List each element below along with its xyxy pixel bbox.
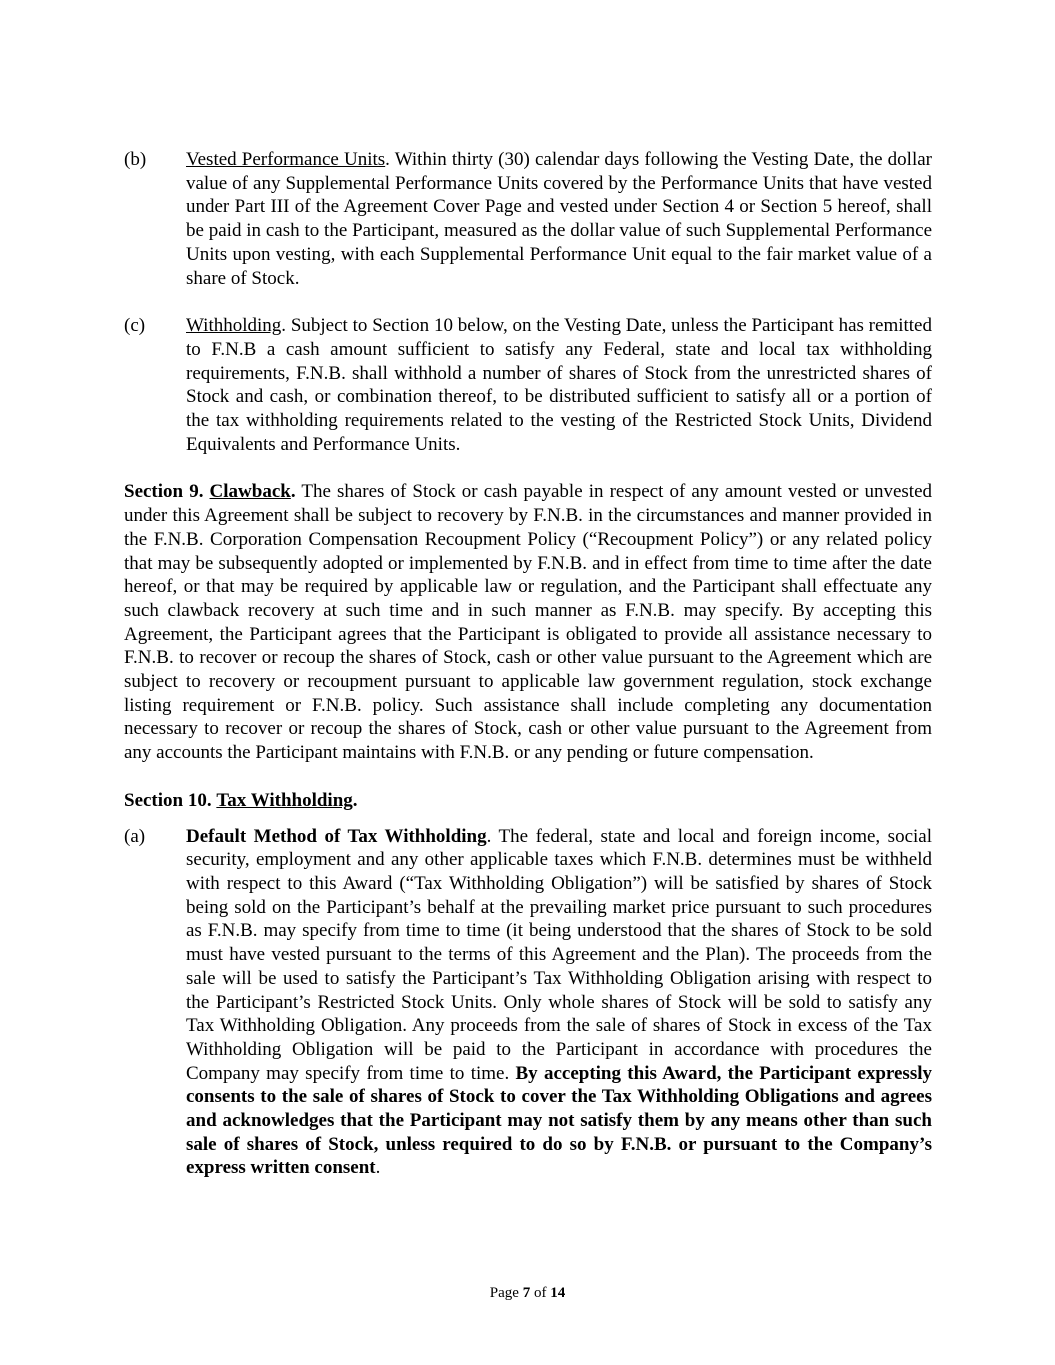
page-footer xyxy=(0,1284,1055,1302)
subsection-heading: Default Method of Tax Withholding xyxy=(186,825,487,847)
section-title-punct: . xyxy=(352,789,358,811)
subsection-heading: Vested Performance Units xyxy=(186,149,386,170)
section-9-clawback xyxy=(124,480,932,764)
subsection-c xyxy=(124,314,932,456)
page-content xyxy=(124,148,932,1180)
consent-statement: By accepting this Award, the Participant expressly consents to the sale of shares of Stock to cover the Tax Withholding Obligations and agrees and acknowledges that the Participant may not satisfy them by any means other than such sale of shares of Stock, unless required to do so by F.N.B. or pursuant to the Company’s express written consent xyxy=(186,1062,932,1179)
section-number: Section 10. xyxy=(124,789,212,811)
section-number: Section 9. xyxy=(124,481,204,503)
subsection-body xyxy=(186,148,932,290)
current-page-number: 7 xyxy=(522,1285,531,1301)
subsection-label: (c) xyxy=(124,315,146,337)
subsection-text: . Within thirty (30) calendar days following the Vesting Date, the dollar value of any Supplemental Performance Units covered by the Performance Units that have vested under Part III of the Agreement Cover Page and vested under Section 4 or Section 5 hereof, shall be paid in cash to the Participant, measured as the dollar value of such Supplemental Performance Units upon vesting, with each Supplemental Performance Unit equal to the fair market value of a share of Stock. xyxy=(186,149,932,289)
section-title: Tax Withholding xyxy=(216,789,353,811)
section-title-punct: . xyxy=(290,481,296,503)
subsection-body xyxy=(186,314,932,456)
page-of-label: of xyxy=(530,1285,551,1301)
section-10-heading xyxy=(124,789,932,813)
end-punct: . xyxy=(375,1157,381,1179)
subsection-text: . Subject to Section 10 below, on the Vesting Date, unless the Participant has remitted to F.N.B a cash amount sufficient to satisfy any Federal, state and local tax withholding requirements, F.N.B. shall withhold a number of shares of Stock from the unrestricted shares of Stock and cash, or combination thereof, to be distributed sufficient to satisfy all or a portion of the tax withholding requirements related to the vesting of the Restricted Stock Units, Dividend Equivalents and Performance Units. xyxy=(186,315,932,455)
subsection-a xyxy=(124,825,932,1181)
subsection-label: (a) xyxy=(124,825,146,847)
subsection-body xyxy=(186,825,932,1181)
subsection-heading: Withholding xyxy=(186,315,282,337)
section-text: The shares of Stock or cash payable in respect of any amount vested or unvested under this Agreement shall be subject to recovery by F.N.B. in the circumstances and manner provided in the F.N.B. Corporation Compensation Recoupment Policy (“Recoupment Policy”) or any related policy that may be subsequently adopted or implemented by F.N.B. and in effect from time to time after the date hereof, or that may be required by applicable law or regulation, and the Participant shall effectuate any such clawback recovery at such time and in such manner as F.N.B. may specify. By accepting this Agreement, the Participant agrees that the Participant is obligated to provide all assistance necessary to F.N.B. to recover or recoup the shares of Stock, cash or other value pursuant to the Agreement which are subject to recovery or recoupment pursuant to applicable law government regulation, stock exchange listing requirement or F.N.B. policy. Such assistance shall include completing any documentation necessary to recover or recoup the shares of Stock, cash or other value pursuant to the Agreement from any accounts the Participant maintains with F.N.B. or any pending or future compensation. xyxy=(124,481,933,764)
total-pages-number: 14 xyxy=(550,1285,566,1301)
subsection-text: . The federal, state and local and foreign income, social security, employment and any other applicable taxes which F.N.B. determines must be withheld with respect to this Award (“Tax Withholding Obligation”) will be satisfied by shares of Stock being sold on the Participant’s behalf at the prevailing market price pursuant to such procedures as F.N.B. may specify from time to time (it being understood that the shares of Stock to be sold must have vested pursuant to the terms of this Agreement and the Plan). The proceeds from the sale will be used to satisfy the Participant’s Tax Withholding Obligation arising with respect to the Participant’s Restricted Stock Units. Only whole shares of Stock will be sold to satisfy any Tax Withholding Obligation. Any proceeds from the sale of shares of Stock in excess of the Tax Withholding Obligation will be paid to the Participant in accordance with procedures the Company may specify from time to time. xyxy=(186,825,932,1084)
page-label: Page xyxy=(489,1285,523,1301)
subsection-b xyxy=(124,148,932,290)
section-title: Clawback xyxy=(209,481,291,503)
subsection-label: (b) xyxy=(124,149,147,170)
